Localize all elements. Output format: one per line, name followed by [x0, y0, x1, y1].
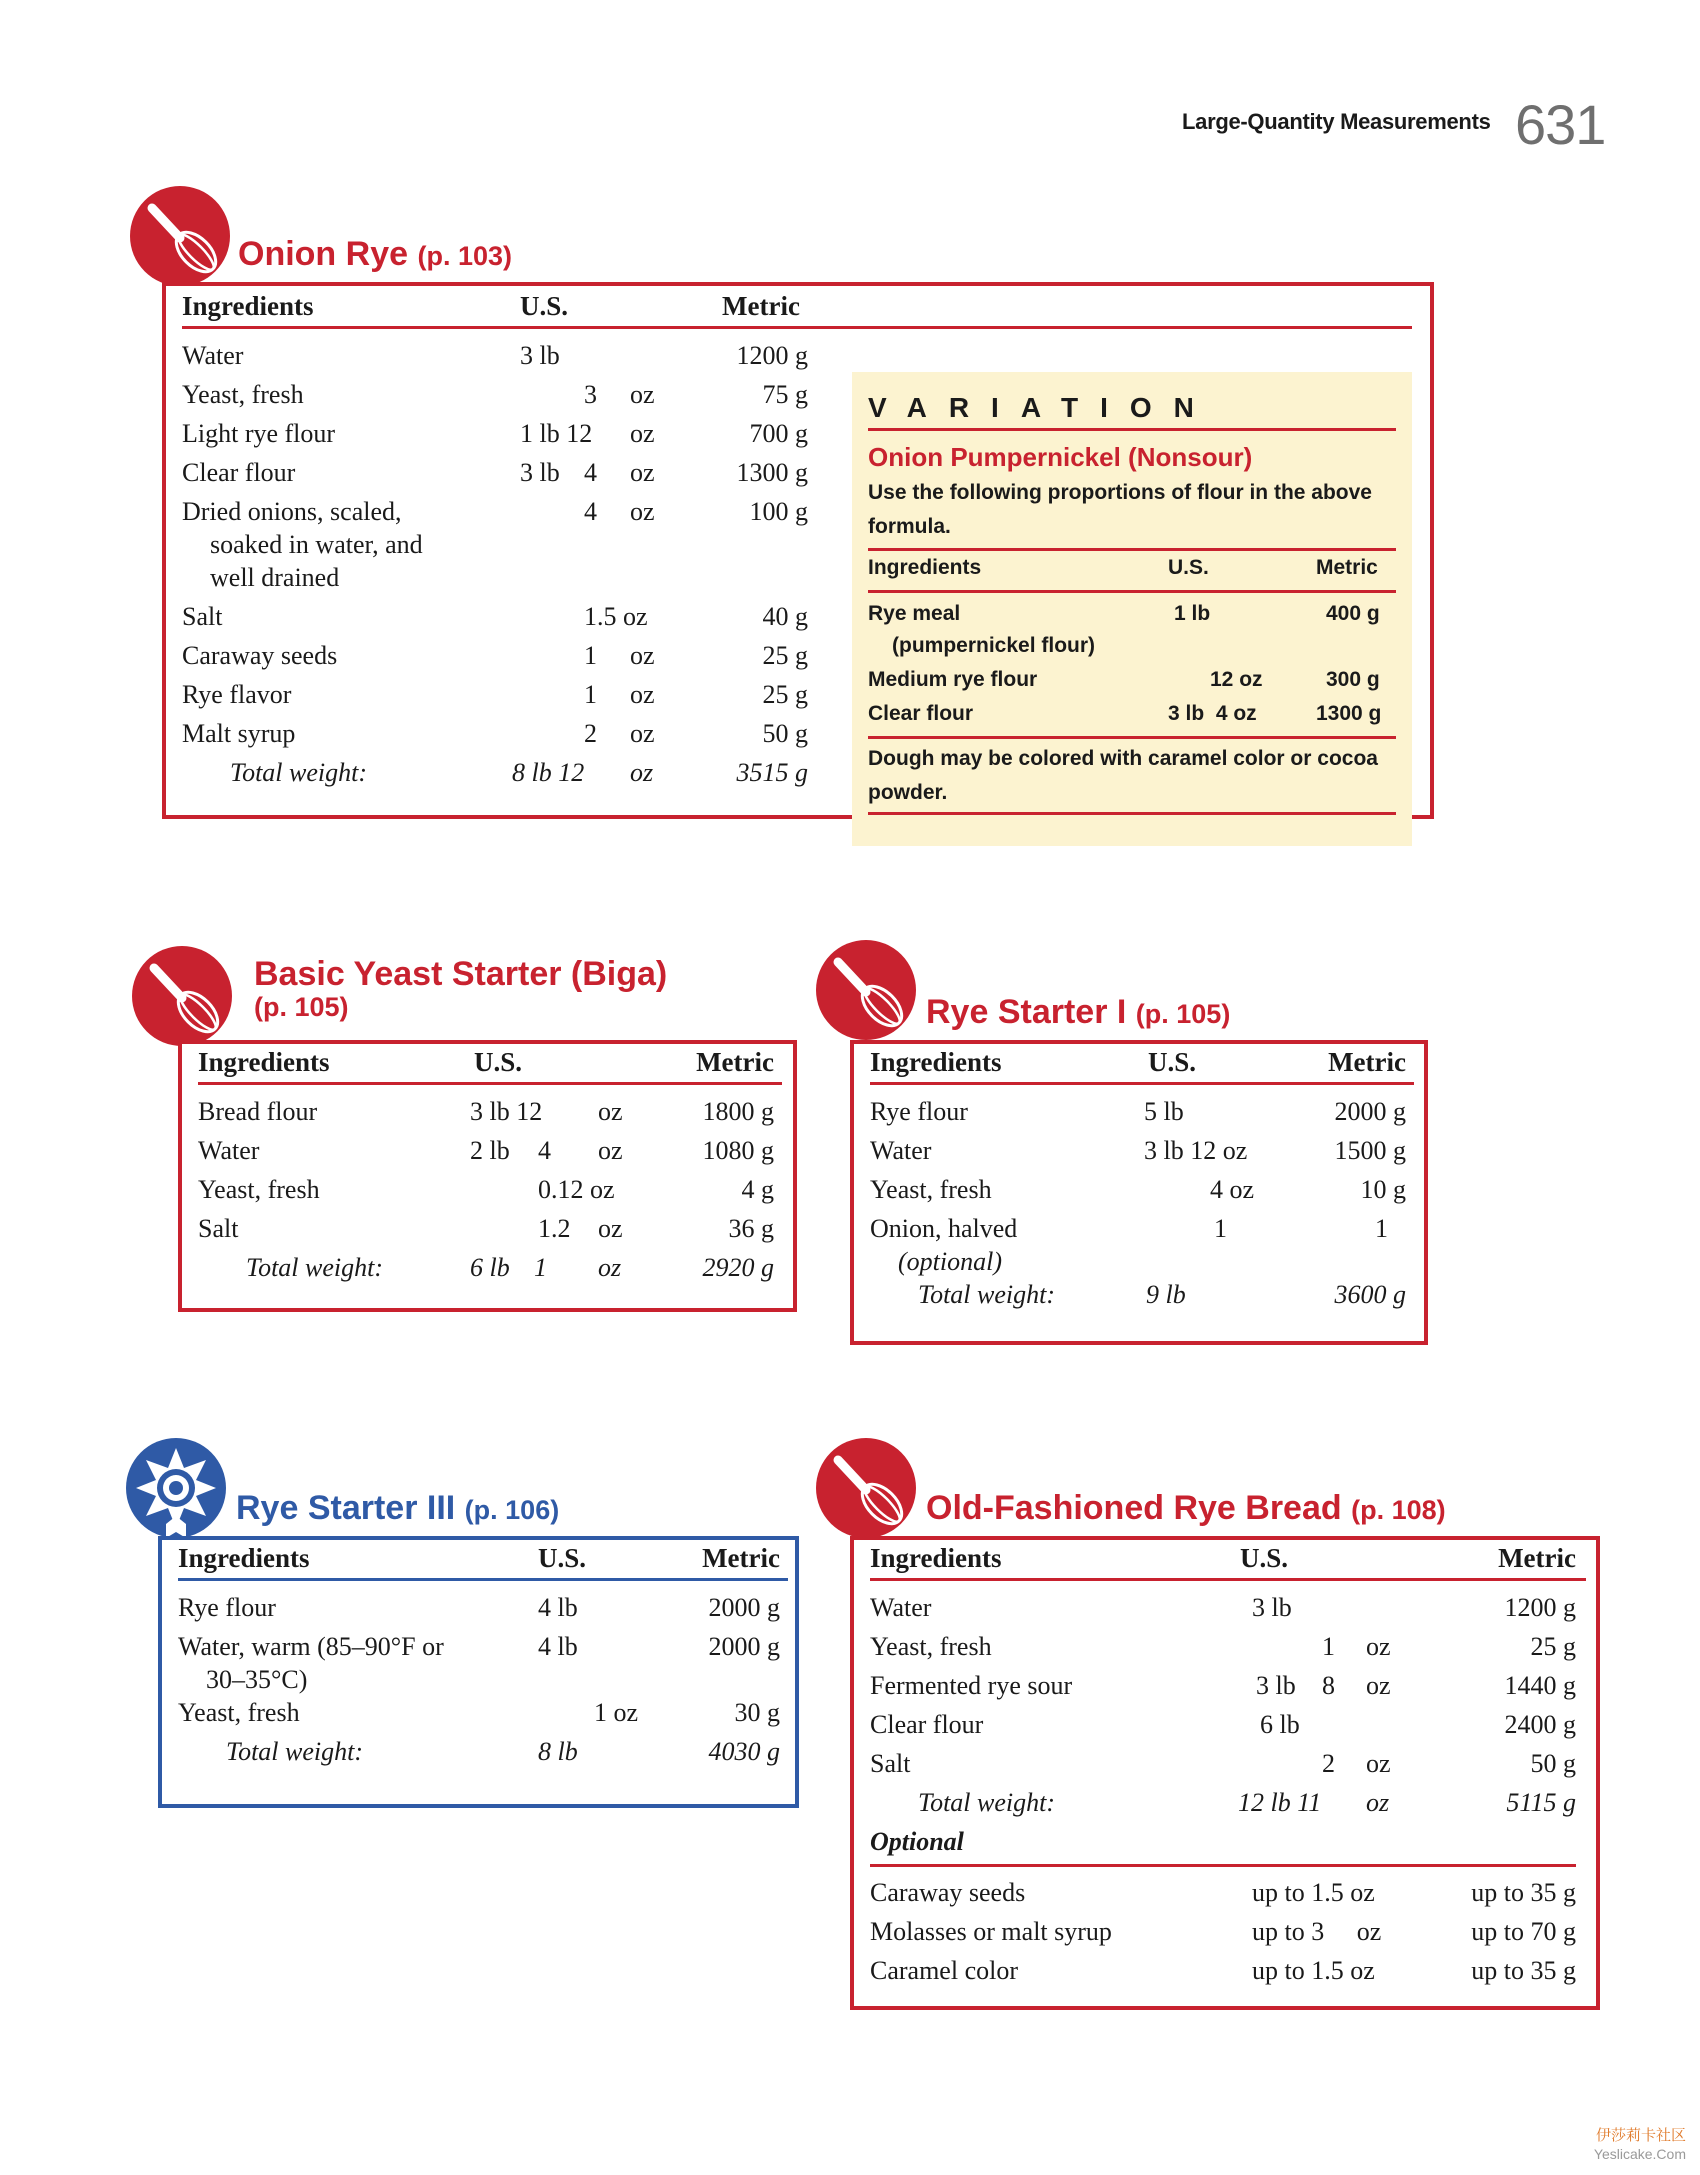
col-ingredients: Ingredients [870, 1543, 1002, 1573]
list-item: Clear flour [868, 702, 974, 725]
watermark-site: Yeslicake.Com [1593, 2146, 1686, 2162]
table-row: Water 3 lb 12 oz 1500 g [870, 1136, 1406, 1165]
total-row: Total weight: 8 lb 12 oz 3515 g [230, 758, 808, 787]
header-rule [870, 1082, 1414, 1085]
list-item: Medium rye flour [868, 668, 1038, 691]
col-metric: Metric [702, 1543, 780, 1573]
table-row: Rye flour 4 lb 2000 g [178, 1593, 780, 1622]
onion-rye-table [182, 290, 812, 795]
watermark-cn: 伊莎莉卡社区 [1595, 2126, 1686, 2144]
rule [868, 548, 1396, 551]
whisk-icon [130, 186, 230, 286]
table-header [178, 1542, 788, 1582]
table-row: Clear flour 3 lb 4 oz 1300 g [182, 458, 808, 487]
table-row: Malt syrup 2 oz 50 g [182, 719, 808, 748]
col-us: U.S. [474, 1047, 523, 1077]
list-item: Rye meal [868, 602, 961, 625]
table-row: Yeast, fresh 1 oz 25 g [870, 1632, 1576, 1661]
col-ingredients: Ingredients [182, 291, 314, 321]
rule [868, 428, 1396, 431]
table-header [182, 290, 812, 330]
list-item: (pumpernickel flour) [892, 634, 1096, 657]
list-item: 300 g [1326, 668, 1380, 691]
rule [868, 812, 1396, 815]
table-row: Bread flour 3 lb 12 oz 1800 g [198, 1097, 774, 1126]
recipe-title-onion-rye [238, 236, 512, 273]
school-seal-icon [126, 1438, 226, 1538]
col-us: U.S. [1240, 1543, 1289, 1573]
total-row: Total weight: 8 lb 4030 g [226, 1737, 780, 1766]
table-row: Caraway seeds 1 oz 25 g [182, 641, 808, 670]
variation-note: Dough may be colored with caramel color or cocoa powder. [868, 747, 1378, 804]
col-ingredients: Ingredients [198, 1047, 330, 1077]
whisk-icon [816, 1438, 916, 1538]
col-us: U.S. [520, 291, 569, 321]
list-item: 1 lb [1174, 602, 1211, 625]
list-item: 12 oz [1210, 668, 1263, 691]
header-rule [198, 1082, 782, 1085]
col-us: U.S. [1148, 1047, 1197, 1077]
total-row: Total weight: 6 lb 1 oz 2920 g [246, 1253, 774, 1282]
col-metric: Metric [1328, 1047, 1406, 1077]
list-item: 3 lb 4 oz [1168, 702, 1257, 725]
table-row: Yeast, fresh 1 oz 30 g [178, 1698, 780, 1727]
rye-starter-3-table [178, 1542, 788, 1774]
table-header [870, 1046, 1414, 1086]
whisk-icon [132, 946, 232, 1046]
rule [868, 590, 1396, 593]
header-rule [178, 1578, 788, 1581]
list-item: 1300 g [1316, 702, 1382, 725]
rule [868, 736, 1396, 739]
col-us: U.S. [1168, 556, 1209, 579]
recipe-name: Rye Starter III [236, 1489, 456, 1527]
table-row: Yeast, fresh 3 oz 75 g [182, 380, 808, 409]
old-fashioned-table [870, 1542, 1586, 1993]
col-metric: Metric [696, 1047, 774, 1077]
table-row: Dried onions, scaled, soaked in water, and well drained 4 oz 100 g [182, 497, 808, 592]
header-rule [182, 326, 1412, 329]
variation-heading: VARIATION [868, 392, 1216, 423]
page-ref: (p. 105) [254, 992, 349, 1023]
recipe-title-rye-starter-1 [926, 994, 1230, 1031]
col-ingredients: Ingredients [178, 1543, 310, 1573]
variation-box [852, 372, 1412, 846]
recipe-name: Basic Yeast Starter (Biga) [254, 955, 668, 993]
optional-rule [870, 1864, 1576, 1867]
table-row: Rye flavor 1 oz 25 g [182, 680, 808, 709]
total-row: Total weight: 9 lb 3600 g [918, 1280, 1406, 1309]
table-row: Water 3 lb 1200 g [182, 341, 808, 370]
col-metric: Metric [1316, 556, 1378, 579]
table-row: Yeast, fresh 4 oz 10 g [870, 1175, 1406, 1204]
table-row: Salt 2 oz 50 g [870, 1749, 1576, 1778]
recipe-name: Onion Rye [238, 235, 409, 273]
total-row: Total weight: 12 lb 11 oz 5115 g [918, 1788, 1576, 1817]
header-rule [870, 1578, 1586, 1581]
recipe-title-biga [254, 956, 667, 1023]
table-row: Water, warm (85–90°F or 30–35°C) 4 lb 2000 g [178, 1632, 780, 1694]
table-row: Onion, halved (optional) 1 1 [870, 1214, 1388, 1276]
variation-subtitle: Onion Pumpernickel (Nonsour) [868, 442, 1253, 472]
page-ref: (p. 105) [1135, 999, 1231, 1029]
table-row: Fermented rye sour 3 lb 8 oz 1440 g [870, 1671, 1576, 1700]
biga-table [198, 1046, 782, 1290]
recipe-name: Old-Fashioned Rye Bread [926, 1489, 1342, 1527]
col-ingredients: Ingredients [868, 556, 982, 579]
table-row: Rye flour 5 lb 2000 g [870, 1097, 1406, 1126]
recipe-name: Rye Starter I [926, 993, 1127, 1031]
table-row: Clear flour 6 lb 2400 g [870, 1710, 1576, 1739]
table-row: Salt 1.5 oz 40 g [182, 602, 808, 631]
whisk-icon [816, 940, 916, 1040]
table-row: Water 3 lb 1200 g [870, 1593, 1576, 1622]
optional-heading: Optional [870, 1827, 964, 1856]
recipe-title-old-fashioned [926, 1490, 1446, 1527]
table-row: Light rye flour 1 lb 12 oz 700 g [182, 419, 808, 448]
table-row: Salt 1.2 oz 36 g [198, 1214, 774, 1243]
variation-intro: Use the following proportions of flour in the above formula. [868, 481, 1372, 538]
page-ref: (p. 106) [464, 1495, 560, 1525]
table-row: Caramel color up to 1.5 oz up to 35 g [870, 1956, 1576, 1985]
col-us: U.S. [538, 1543, 587, 1573]
recipe-title-rye-starter-3 [236, 1490, 559, 1527]
table-row: Caraway seeds up to 1.5 oz up to 35 g [870, 1878, 1576, 1907]
table-header [198, 1046, 782, 1086]
table-row: Water 2 lb 4 oz 1080 g [198, 1136, 774, 1165]
table-row: Molasses or malt syrup up to 3 oz up to 70 g [870, 1917, 1576, 1946]
table-row: Yeast, fresh 0.12 oz 4 g [198, 1175, 774, 1204]
running-head: Large-Quantity Measurements [1182, 109, 1491, 134]
page-ref: (p. 108) [1351, 1495, 1446, 1525]
rye-starter-1-table [870, 1046, 1414, 1317]
page-number: 631 [1515, 93, 1606, 156]
table-header [870, 1542, 1586, 1582]
page-ref: (p. 103) [417, 241, 513, 271]
col-metric: Metric [1498, 1543, 1576, 1573]
list-item: 400 g [1326, 602, 1380, 625]
col-ingredients: Ingredients [870, 1047, 1002, 1077]
col-metric: Metric [722, 291, 800, 321]
